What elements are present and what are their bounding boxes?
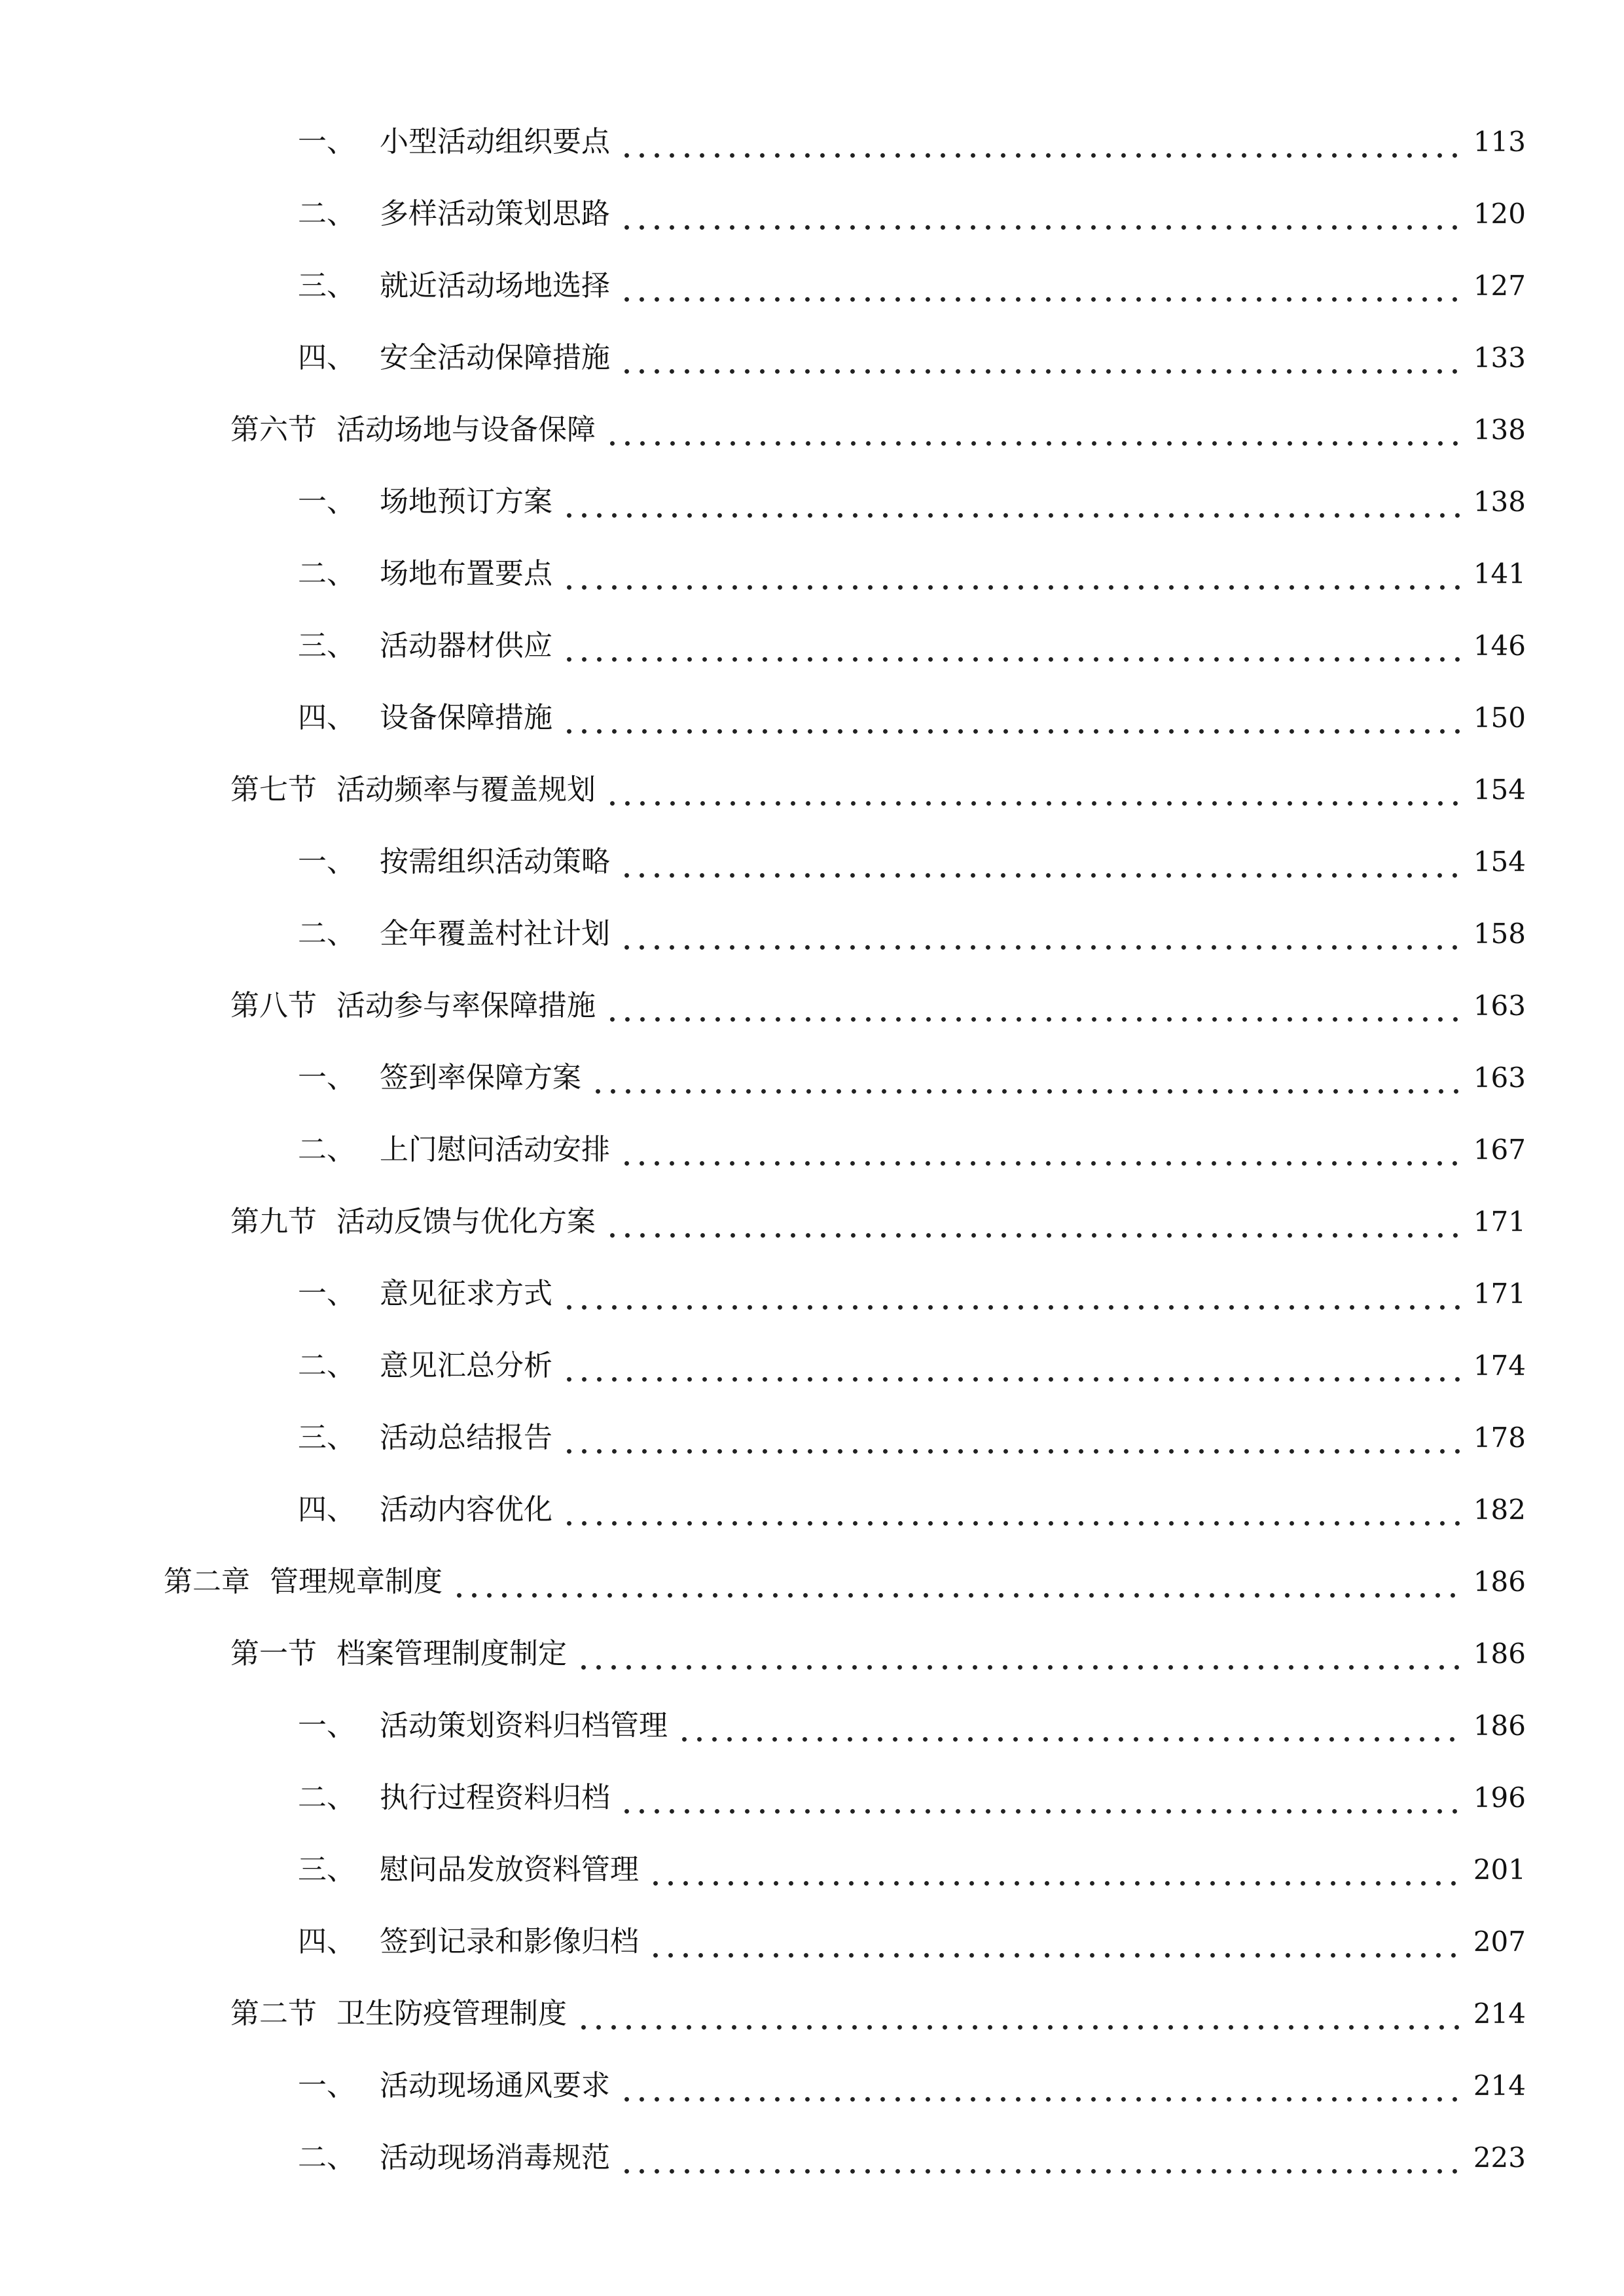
toc-page-number: 163 bbox=[1473, 1062, 1526, 1094]
toc-page-number: 127 bbox=[1473, 270, 1526, 302]
toc-title: 签到率保障方案 bbox=[380, 1061, 581, 1094]
toc-number: 第六节 bbox=[230, 413, 317, 446]
toc-title: 慰问品发放资料管理 bbox=[380, 1853, 639, 1886]
toc-number: 二、 bbox=[298, 197, 355, 230]
toc-number: 四、 bbox=[298, 341, 355, 374]
toc-number: 一、 bbox=[298, 2069, 355, 2102]
toc-number: 二、 bbox=[298, 1349, 355, 1382]
toc-entry[interactable] bbox=[0, 1055, 1624, 1101]
toc-title: 小型活动组织要点 bbox=[380, 125, 610, 158]
toc-title: 安全活动保障措施 bbox=[380, 341, 610, 374]
toc-page-number: 158 bbox=[1473, 918, 1526, 950]
toc-page-number: 178 bbox=[1473, 1422, 1526, 1454]
toc-number: 二、 bbox=[298, 557, 355, 590]
dot-leader bbox=[619, 119, 1462, 165]
dot-leader bbox=[677, 1703, 1462, 1749]
dot-leader bbox=[648, 1847, 1462, 1893]
toc-title: 活动参与率保障措施 bbox=[336, 989, 596, 1022]
toc-title: 设备保障措施 bbox=[380, 701, 552, 734]
toc-entry[interactable] bbox=[0, 1559, 1624, 1605]
toc-title: 活动反馈与优化方案 bbox=[336, 1205, 596, 1238]
toc-page-number: 141 bbox=[1473, 558, 1526, 590]
toc-entry[interactable] bbox=[0, 2135, 1624, 2181]
toc-title: 执行过程资料归档 bbox=[380, 1781, 610, 1814]
toc-title: 活动策划资料归档管理 bbox=[380, 1709, 668, 1742]
toc-title: 活动现场通风要求 bbox=[380, 2069, 610, 2102]
toc-number: 二、 bbox=[298, 2141, 355, 2174]
toc-page-number: 154 bbox=[1473, 774, 1526, 806]
toc-entry[interactable] bbox=[0, 1775, 1624, 1821]
toc-page-number: 214 bbox=[1473, 2070, 1526, 2102]
toc-number: 第一节 bbox=[230, 1637, 317, 1670]
toc-title: 全年覆盖村社计划 bbox=[380, 917, 610, 950]
toc-number: 第七节 bbox=[230, 773, 317, 806]
toc-page-number: 201 bbox=[1473, 1854, 1526, 1886]
toc-number: 二、 bbox=[298, 1133, 355, 1166]
toc-title: 就近活动场地选择 bbox=[380, 269, 610, 302]
toc-entry[interactable] bbox=[0, 695, 1624, 741]
toc-title: 活动器材供应 bbox=[380, 629, 552, 662]
toc-page-number: 174 bbox=[1473, 1350, 1526, 1382]
toc-page-number: 120 bbox=[1473, 198, 1526, 230]
toc-number: 第八节 bbox=[230, 989, 317, 1022]
dot-leader bbox=[562, 479, 1462, 525]
toc-title: 活动频率与覆盖规划 bbox=[336, 773, 596, 806]
toc-entry[interactable] bbox=[0, 767, 1624, 813]
dot-leader bbox=[619, 2063, 1462, 2109]
toc-title: 活动现场消毒规范 bbox=[380, 2141, 610, 2174]
toc-page-number: 138 bbox=[1473, 414, 1526, 446]
toc-entry[interactable] bbox=[0, 1991, 1624, 2037]
toc-entry[interactable] bbox=[0, 983, 1624, 1029]
dot-leader bbox=[619, 191, 1462, 237]
toc-title: 活动总结报告 bbox=[380, 1421, 552, 1454]
toc-entry[interactable] bbox=[0, 263, 1624, 309]
dot-leader bbox=[619, 1775, 1462, 1821]
toc-entry[interactable] bbox=[0, 1271, 1624, 1317]
dot-leader bbox=[605, 983, 1462, 1029]
toc-page-number: 150 bbox=[1473, 702, 1526, 734]
toc-page-number: 113 bbox=[1473, 126, 1526, 158]
toc-page-number: 186 bbox=[1473, 1638, 1526, 1670]
toc-entry[interactable] bbox=[0, 479, 1624, 525]
dot-leader bbox=[590, 1055, 1462, 1101]
dot-leader bbox=[605, 767, 1462, 813]
dot-leader bbox=[562, 1271, 1462, 1317]
dot-leader bbox=[619, 839, 1462, 885]
dot-leader bbox=[562, 623, 1462, 669]
dot-leader bbox=[605, 1199, 1462, 1245]
toc-page-number: 167 bbox=[1473, 1134, 1526, 1166]
toc-entry[interactable] bbox=[0, 1199, 1624, 1245]
toc-number: 一、 bbox=[298, 1061, 355, 1094]
toc-entry[interactable] bbox=[0, 1703, 1624, 1749]
toc-page-number: 214 bbox=[1473, 1998, 1526, 2030]
dot-leader bbox=[619, 335, 1462, 381]
toc-title: 活动场地与设备保障 bbox=[336, 413, 596, 446]
toc-title: 管理规章制度 bbox=[270, 1565, 442, 1598]
dot-leader bbox=[562, 1415, 1462, 1461]
toc-entry[interactable] bbox=[0, 1919, 1624, 1965]
toc-number: 一、 bbox=[298, 1709, 355, 1742]
toc-entry[interactable] bbox=[0, 1343, 1624, 1389]
toc-entry[interactable] bbox=[0, 1127, 1624, 1173]
dot-leader bbox=[619, 263, 1462, 309]
toc-page-number: 223 bbox=[1473, 2142, 1526, 2174]
toc-page-number: 171 bbox=[1473, 1278, 1526, 1310]
toc-page-number: 171 bbox=[1473, 1206, 1526, 1238]
toc-entry[interactable] bbox=[0, 191, 1624, 237]
dot-leader bbox=[562, 1487, 1462, 1533]
dot-leader bbox=[576, 1631, 1462, 1677]
toc-entry[interactable] bbox=[0, 2063, 1624, 2109]
toc-title: 意见汇总分析 bbox=[380, 1349, 552, 1382]
toc-entry[interactable] bbox=[0, 911, 1624, 957]
toc-number: 第二章 bbox=[164, 1565, 250, 1598]
toc-number: 二、 bbox=[298, 1781, 355, 1814]
toc-page-number: 146 bbox=[1473, 630, 1526, 662]
toc-page-number: 186 bbox=[1473, 1710, 1526, 1742]
toc-number: 三、 bbox=[298, 269, 355, 302]
toc-page-number: 138 bbox=[1473, 486, 1526, 518]
toc-number: 三、 bbox=[298, 629, 355, 662]
dot-leader bbox=[562, 551, 1462, 597]
dot-leader bbox=[619, 2135, 1462, 2181]
toc-number: 二、 bbox=[298, 917, 355, 950]
dot-leader bbox=[562, 1343, 1462, 1389]
dot-leader bbox=[452, 1559, 1462, 1605]
toc-number: 第二节 bbox=[230, 1997, 317, 2030]
toc-title: 签到记录和影像归档 bbox=[380, 1925, 639, 1958]
toc-number: 四、 bbox=[298, 1493, 355, 1526]
dot-leader bbox=[562, 695, 1462, 741]
dot-leader bbox=[619, 911, 1462, 957]
toc-number: 第九节 bbox=[230, 1205, 317, 1238]
toc-entry[interactable] bbox=[0, 407, 1624, 453]
toc-entry[interactable] bbox=[0, 335, 1624, 381]
dot-leader bbox=[619, 1127, 1462, 1173]
toc-entry[interactable] bbox=[0, 551, 1624, 597]
toc-entry[interactable] bbox=[0, 1847, 1624, 1893]
toc-page-number: 196 bbox=[1473, 1782, 1526, 1814]
toc-title: 场地布置要点 bbox=[380, 557, 552, 590]
toc-page-number: 207 bbox=[1473, 1926, 1526, 1958]
toc-number: 一、 bbox=[298, 845, 355, 878]
toc-title: 按需组织活动策略 bbox=[380, 845, 610, 878]
toc-title: 场地预订方案 bbox=[380, 485, 552, 518]
toc-title: 上门慰问活动安排 bbox=[380, 1133, 610, 1166]
toc-number: 三、 bbox=[298, 1421, 355, 1454]
toc-number: 一、 bbox=[298, 1277, 355, 1310]
dot-leader bbox=[648, 1919, 1462, 1965]
toc-entry[interactable] bbox=[0, 119, 1624, 165]
toc-entry[interactable] bbox=[0, 1487, 1624, 1533]
toc-title: 卫生防疫管理制度 bbox=[336, 1997, 567, 2030]
toc-page-number: 163 bbox=[1473, 990, 1526, 1022]
toc-entry[interactable] bbox=[0, 623, 1624, 669]
toc-number: 四、 bbox=[298, 701, 355, 734]
toc-page-number: 186 bbox=[1473, 1566, 1526, 1598]
toc-entry[interactable] bbox=[0, 839, 1624, 885]
toc-number: 三、 bbox=[298, 1853, 355, 1886]
toc-title: 意见征求方式 bbox=[380, 1277, 552, 1310]
dot-leader bbox=[605, 407, 1462, 453]
toc-number: 一、 bbox=[298, 125, 355, 158]
toc-title: 多样活动策划思路 bbox=[380, 197, 610, 230]
dot-leader bbox=[576, 1991, 1462, 2037]
toc-number: 一、 bbox=[298, 485, 355, 518]
toc-page-number: 133 bbox=[1473, 342, 1526, 374]
toc-page-number: 182 bbox=[1473, 1494, 1526, 1526]
toc-entry[interactable] bbox=[0, 1631, 1624, 1677]
toc-number: 四、 bbox=[298, 1925, 355, 1958]
toc-page-number: 154 bbox=[1473, 846, 1526, 878]
toc-title: 档案管理制度制定 bbox=[336, 1637, 567, 1670]
toc-title: 活动内容优化 bbox=[380, 1493, 552, 1526]
toc-entry[interactable] bbox=[0, 1415, 1624, 1461]
